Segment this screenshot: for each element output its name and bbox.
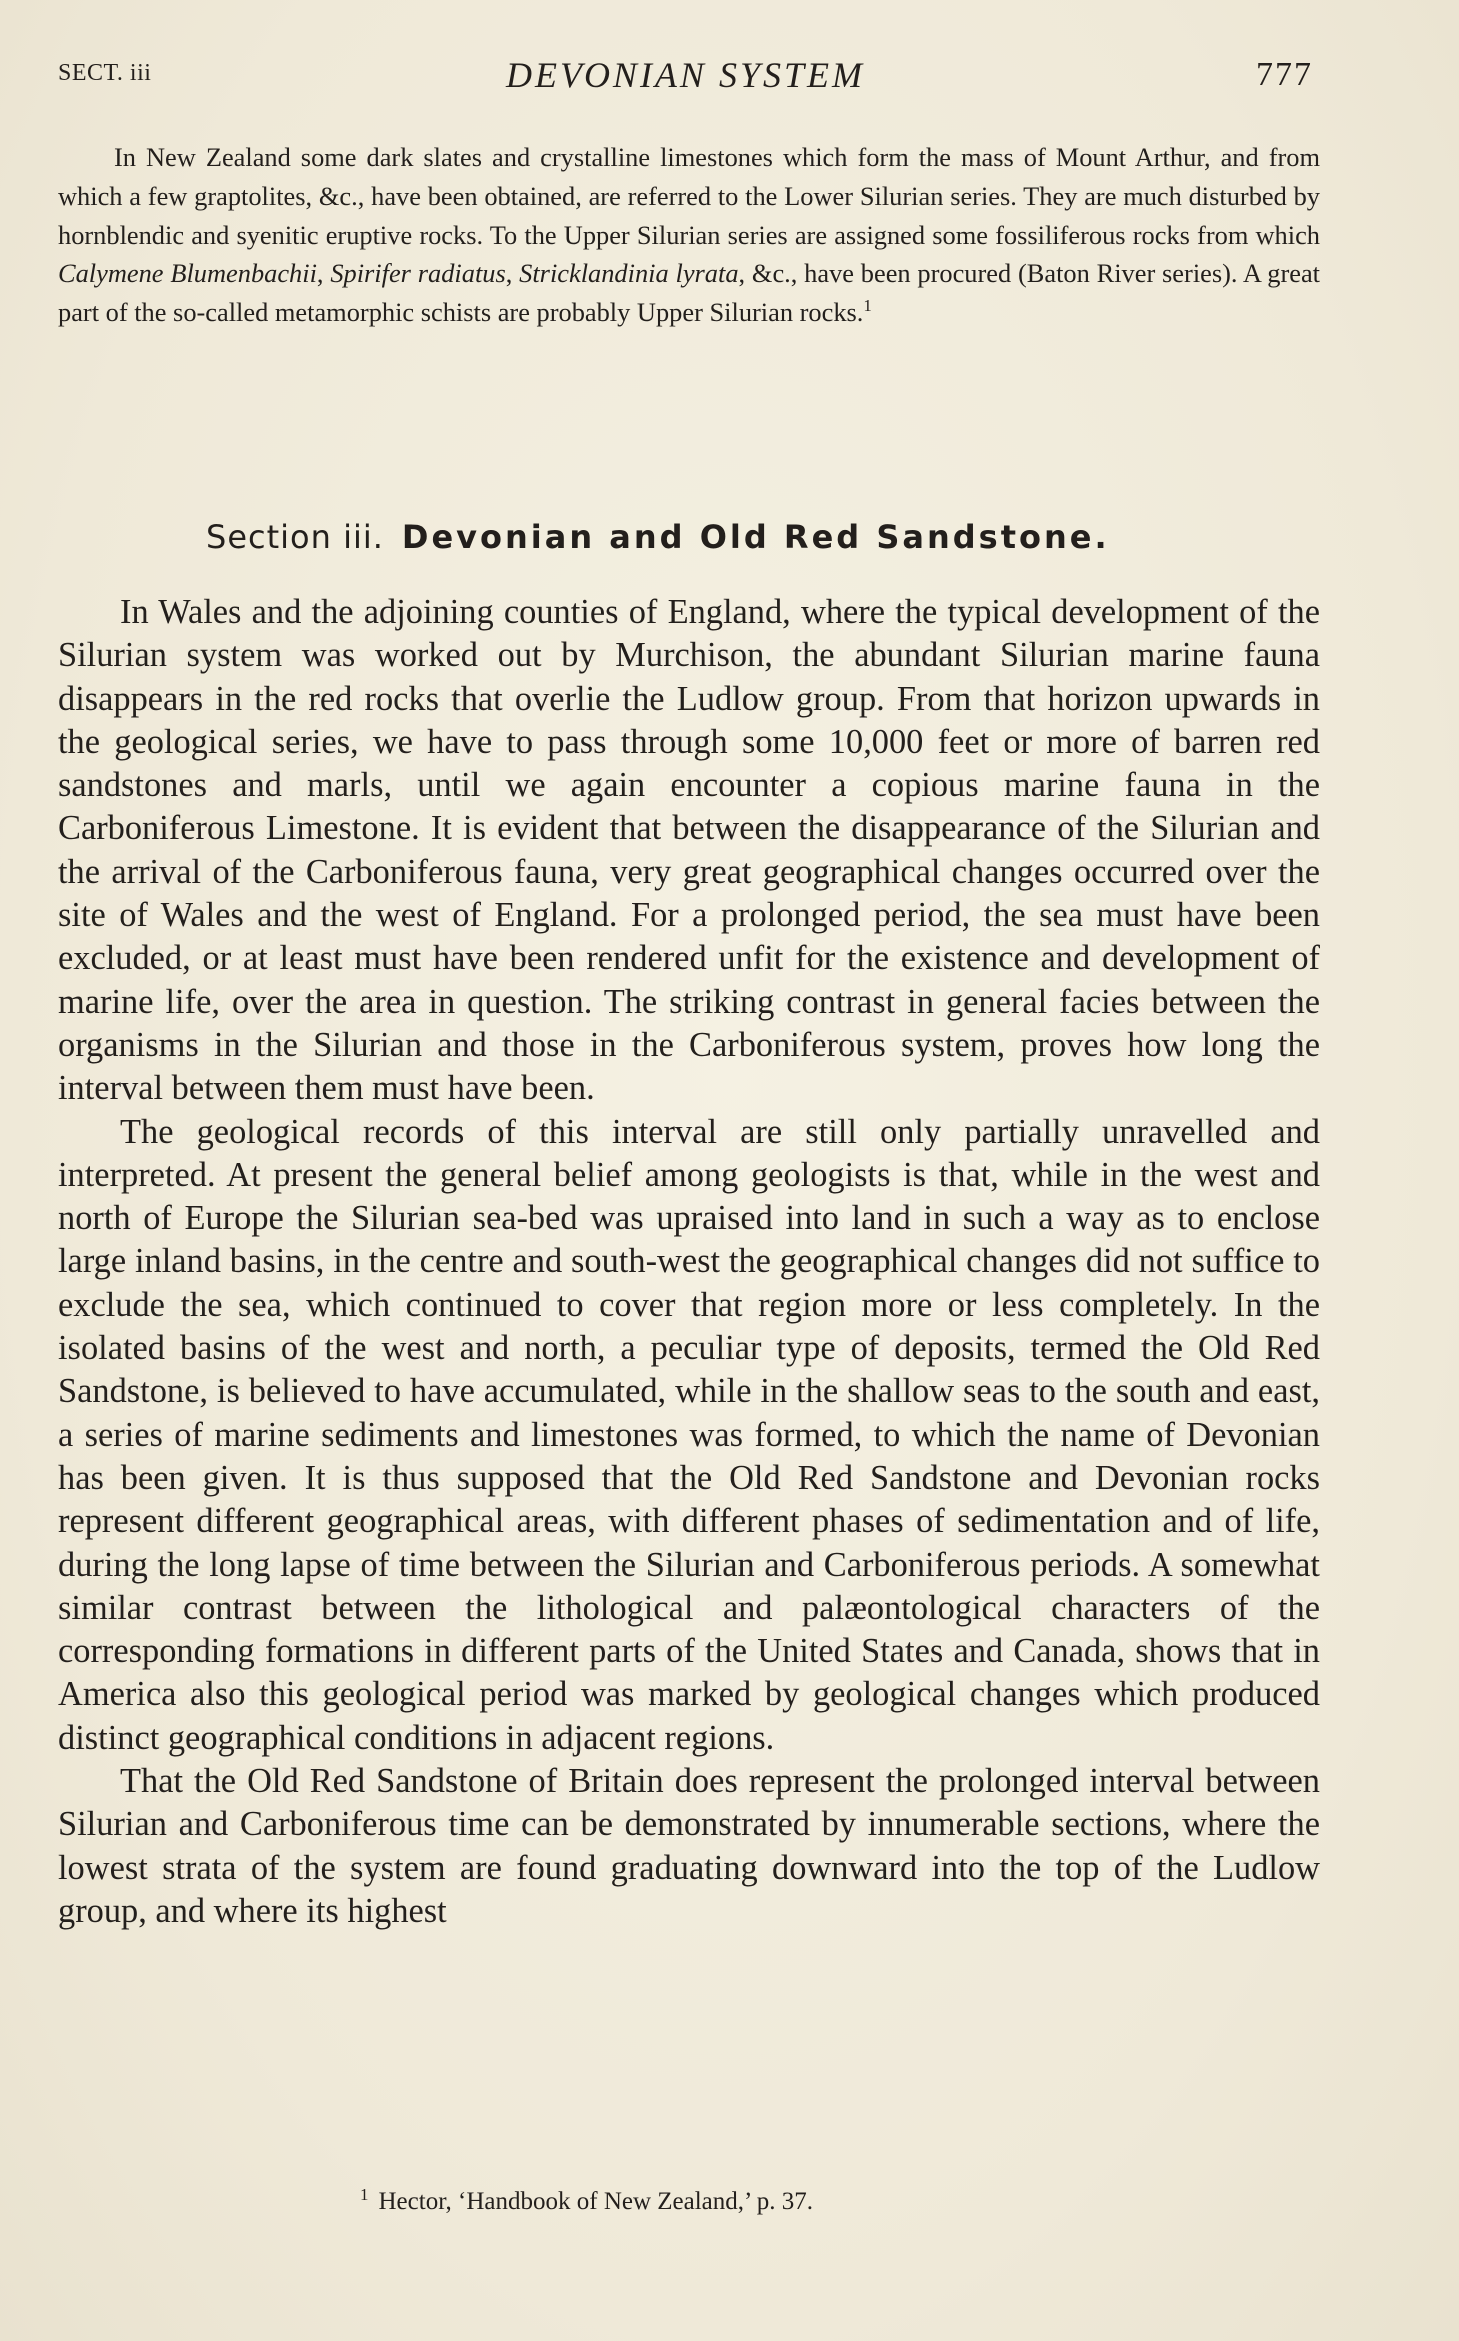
body-paragraph: The geological records of this interval are still only partially unravelled and interpreted. At present the general belief among geologists is that, while in the west and north of Europe the Silurian sea-bed was upraised into land in such a way as to enclose large inland basins, in the centre and south-west the geographical changes did not suffice to exclude the sea, which continued to cover that region more or less completely. In the isolated basins of the west and north, a peculiar type of deposits, termed the Old Red Sandstone, is believed to have accumulated, while in the shallow seas to the south and east, a series of marine sediments and limestones was formed, to which the name of Devonian has been given. It is thus supposed that the Old Red Sandstone and Devonian rocks represent different geographical areas, with different phases of sedimentation and of life, during the long lapse of time between the Silurian and Carboniferous periods. A somewhat similar contrast between the lithological and palæontological characters of the corresponding formations in different parts of the United States and Canada, shows that in America also this geological period was marked by geological changes which produced distinct geographical conditions in adjacent regions. — [58, 1112, 1320, 1757]
body-paragraph: That the Old Red Sandstone of Britain does represent the prolonged interval between Silurian and Carboniferous time can be demonstrated by innumerable sections, where the lowest strata of the system are found graduating downward into the top of the Ludlow group, and where its highest — [58, 1762, 1320, 1930]
section-heading — [206, 518, 1110, 556]
header-title: DEVONIAN SYSTEM — [506, 55, 865, 95]
section-number: Section iii. — [206, 518, 384, 556]
body-text — [58, 591, 1320, 1933]
footnote-text: Hector, ‘Handbook of New Zealand,’ p. 37. — [378, 2188, 813, 2215]
species-calymene: Calymene Blumenbachii — [58, 258, 317, 289]
footnote-mark: 1 — [360, 2184, 369, 2204]
species-separator-1: , — [316, 258, 331, 289]
body-paragraph: In Wales and the adjoining counties of England, where the typical development of the Silurian system was worked out by Murchison, the abundant Silurian marine fauna disappears in the red rocks that overlie the Ludlow group. From that horizon upwards in the geological series, we have to pass through some 10,000 feet or more of barren red sandstones and marls, until we again encounter a copious marine fauna in the Carboniferous Limestone. It is evident that between the disappearance of the Silurian and the arrival of the Carboniferous fauna, very great geographical changes occurred over the site of Wales and the west of England. For a prolonged period, the sea must have been excluded, or at least must have been rendered unfit for the existence and development of marine life, over the area in question. The striking contrast in general facies between the organisms in the Silurian and those in the Carboniferous system, proves how long the interval between them must have been. — [58, 593, 1320, 1108]
intro-text-2: , &c., have been procured (Baton River series). A great part of the so-called metamorphic schists are probably Upper Silurian rocks. — [58, 258, 1321, 328]
running-header — [58, 52, 1313, 102]
species-spirifer: Spirifer radiatus — [330, 258, 506, 289]
section-title: Devonian and Old Red Sandstone. — [401, 518, 1110, 556]
intro-paragraph — [58, 138, 1320, 332]
page-number: 777 — [1256, 56, 1313, 93]
footnote — [360, 2184, 813, 2216]
header-section: SECT. iii — [58, 60, 152, 86]
species-separator-2: , — [505, 258, 520, 289]
intro-text-1: In New Zealand some dark slates and crystalline limestones which form the mass of Mount Arthur, and from which a few graptolites, &c., have been obtained, are referred to the Lower Silurian series. They are much disturbed by hornblendic and syenitic eruptive rocks. To the Upper Silurian series are assigned some fossiliferous rocks from which — [58, 142, 1320, 250]
species-stricklandinia: Stricklandinia lyrata — [519, 258, 739, 289]
footnote-reference: 1 — [863, 296, 872, 316]
